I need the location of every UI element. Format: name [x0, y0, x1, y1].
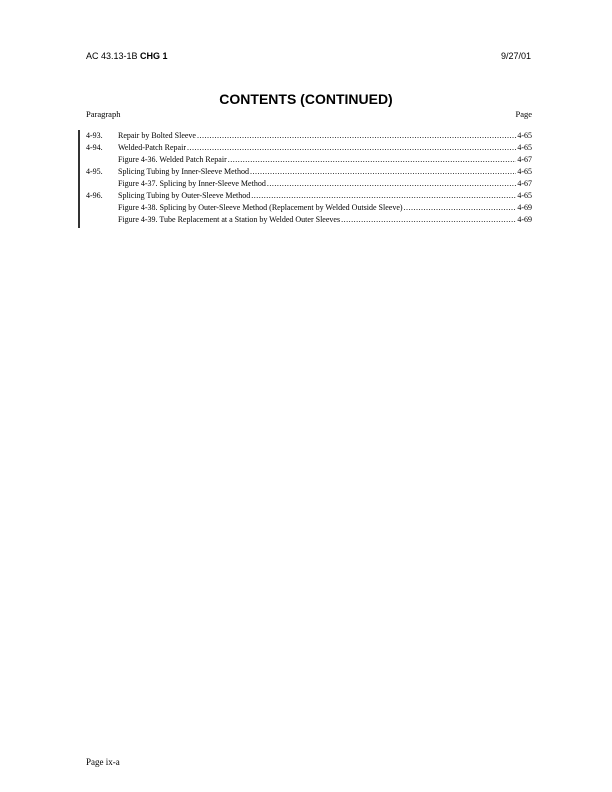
toc-entry-page: 4-67	[517, 155, 532, 164]
leader-dots	[404, 202, 517, 214]
toc-entry-title: Welded-Patch Repair	[118, 143, 186, 152]
toc-entry-title: Figure 4-36. Welded Patch Repair	[118, 155, 227, 164]
leader-dots	[341, 214, 516, 226]
toc-figure-entry[interactable]	[86, 214, 532, 226]
toc-entry-page: 4-65	[517, 143, 532, 152]
toc-entry-title: Splicing Tubing by Outer-Sleeve Method	[118, 191, 251, 200]
leader-dots	[197, 130, 516, 142]
toc-entry-page: 4-69	[517, 215, 532, 224]
toc-figure-entry[interactable]	[86, 202, 532, 214]
toc-entry-title: Figure 4-37. Splicing by Inner-Sleeve Method	[118, 179, 266, 188]
column-header-paragraph: Paragraph	[86, 109, 121, 119]
header-document-id	[86, 51, 168, 61]
toc-figure-entry[interactable]	[86, 154, 532, 166]
leader-dots	[267, 178, 517, 190]
toc-entry-number: 4-95.	[86, 167, 103, 176]
doc-id: AC 43.13-1B	[86, 51, 138, 61]
toc-entry-number: 4-93.	[86, 131, 103, 140]
change-number: CHG 1	[140, 51, 168, 61]
leader-dots	[187, 142, 516, 154]
toc-entry-title: Figure 4-39. Tube Replacement at a Station by Welded Outer Sleeves	[118, 215, 341, 224]
page-number-footer: Page ix-a	[86, 757, 120, 767]
toc-list	[86, 130, 532, 226]
toc-entry-page: 4-65	[517, 167, 532, 176]
toc-figure-entry[interactable]	[86, 178, 532, 190]
toc-entry[interactable]	[86, 190, 532, 202]
toc-entry-title: Repair by Bolted Sleeve	[118, 131, 196, 140]
toc-entry-page: 4-67	[517, 179, 532, 188]
toc-entry-page: 4-65	[517, 131, 532, 140]
toc-entry-number: 4-94.	[86, 143, 103, 152]
toc-entry[interactable]	[86, 130, 532, 142]
column-header-page: Page	[515, 109, 532, 119]
leader-dots	[251, 190, 516, 202]
toc-entry-number: 4-96.	[86, 191, 103, 200]
toc-entry-page: 4-69	[517, 203, 532, 212]
toc-entry[interactable]	[86, 166, 532, 178]
leader-dots	[228, 154, 517, 166]
toc-entry-page: 4-65	[517, 191, 532, 200]
change-bar	[78, 130, 80, 228]
leader-dots	[250, 166, 516, 178]
toc-entry[interactable]	[86, 142, 532, 154]
toc-entry-title: Figure 4-38. Splicing by Outer-Sleeve Method (Replacement by Welded Outside Sleeve)	[118, 203, 403, 212]
toc-entry-title: Splicing Tubing by Inner-Sleeve Method	[118, 167, 249, 176]
header-date: 9/27/01	[500, 51, 531, 61]
page-title: CONTENTS (CONTINUED)	[219, 91, 393, 107]
